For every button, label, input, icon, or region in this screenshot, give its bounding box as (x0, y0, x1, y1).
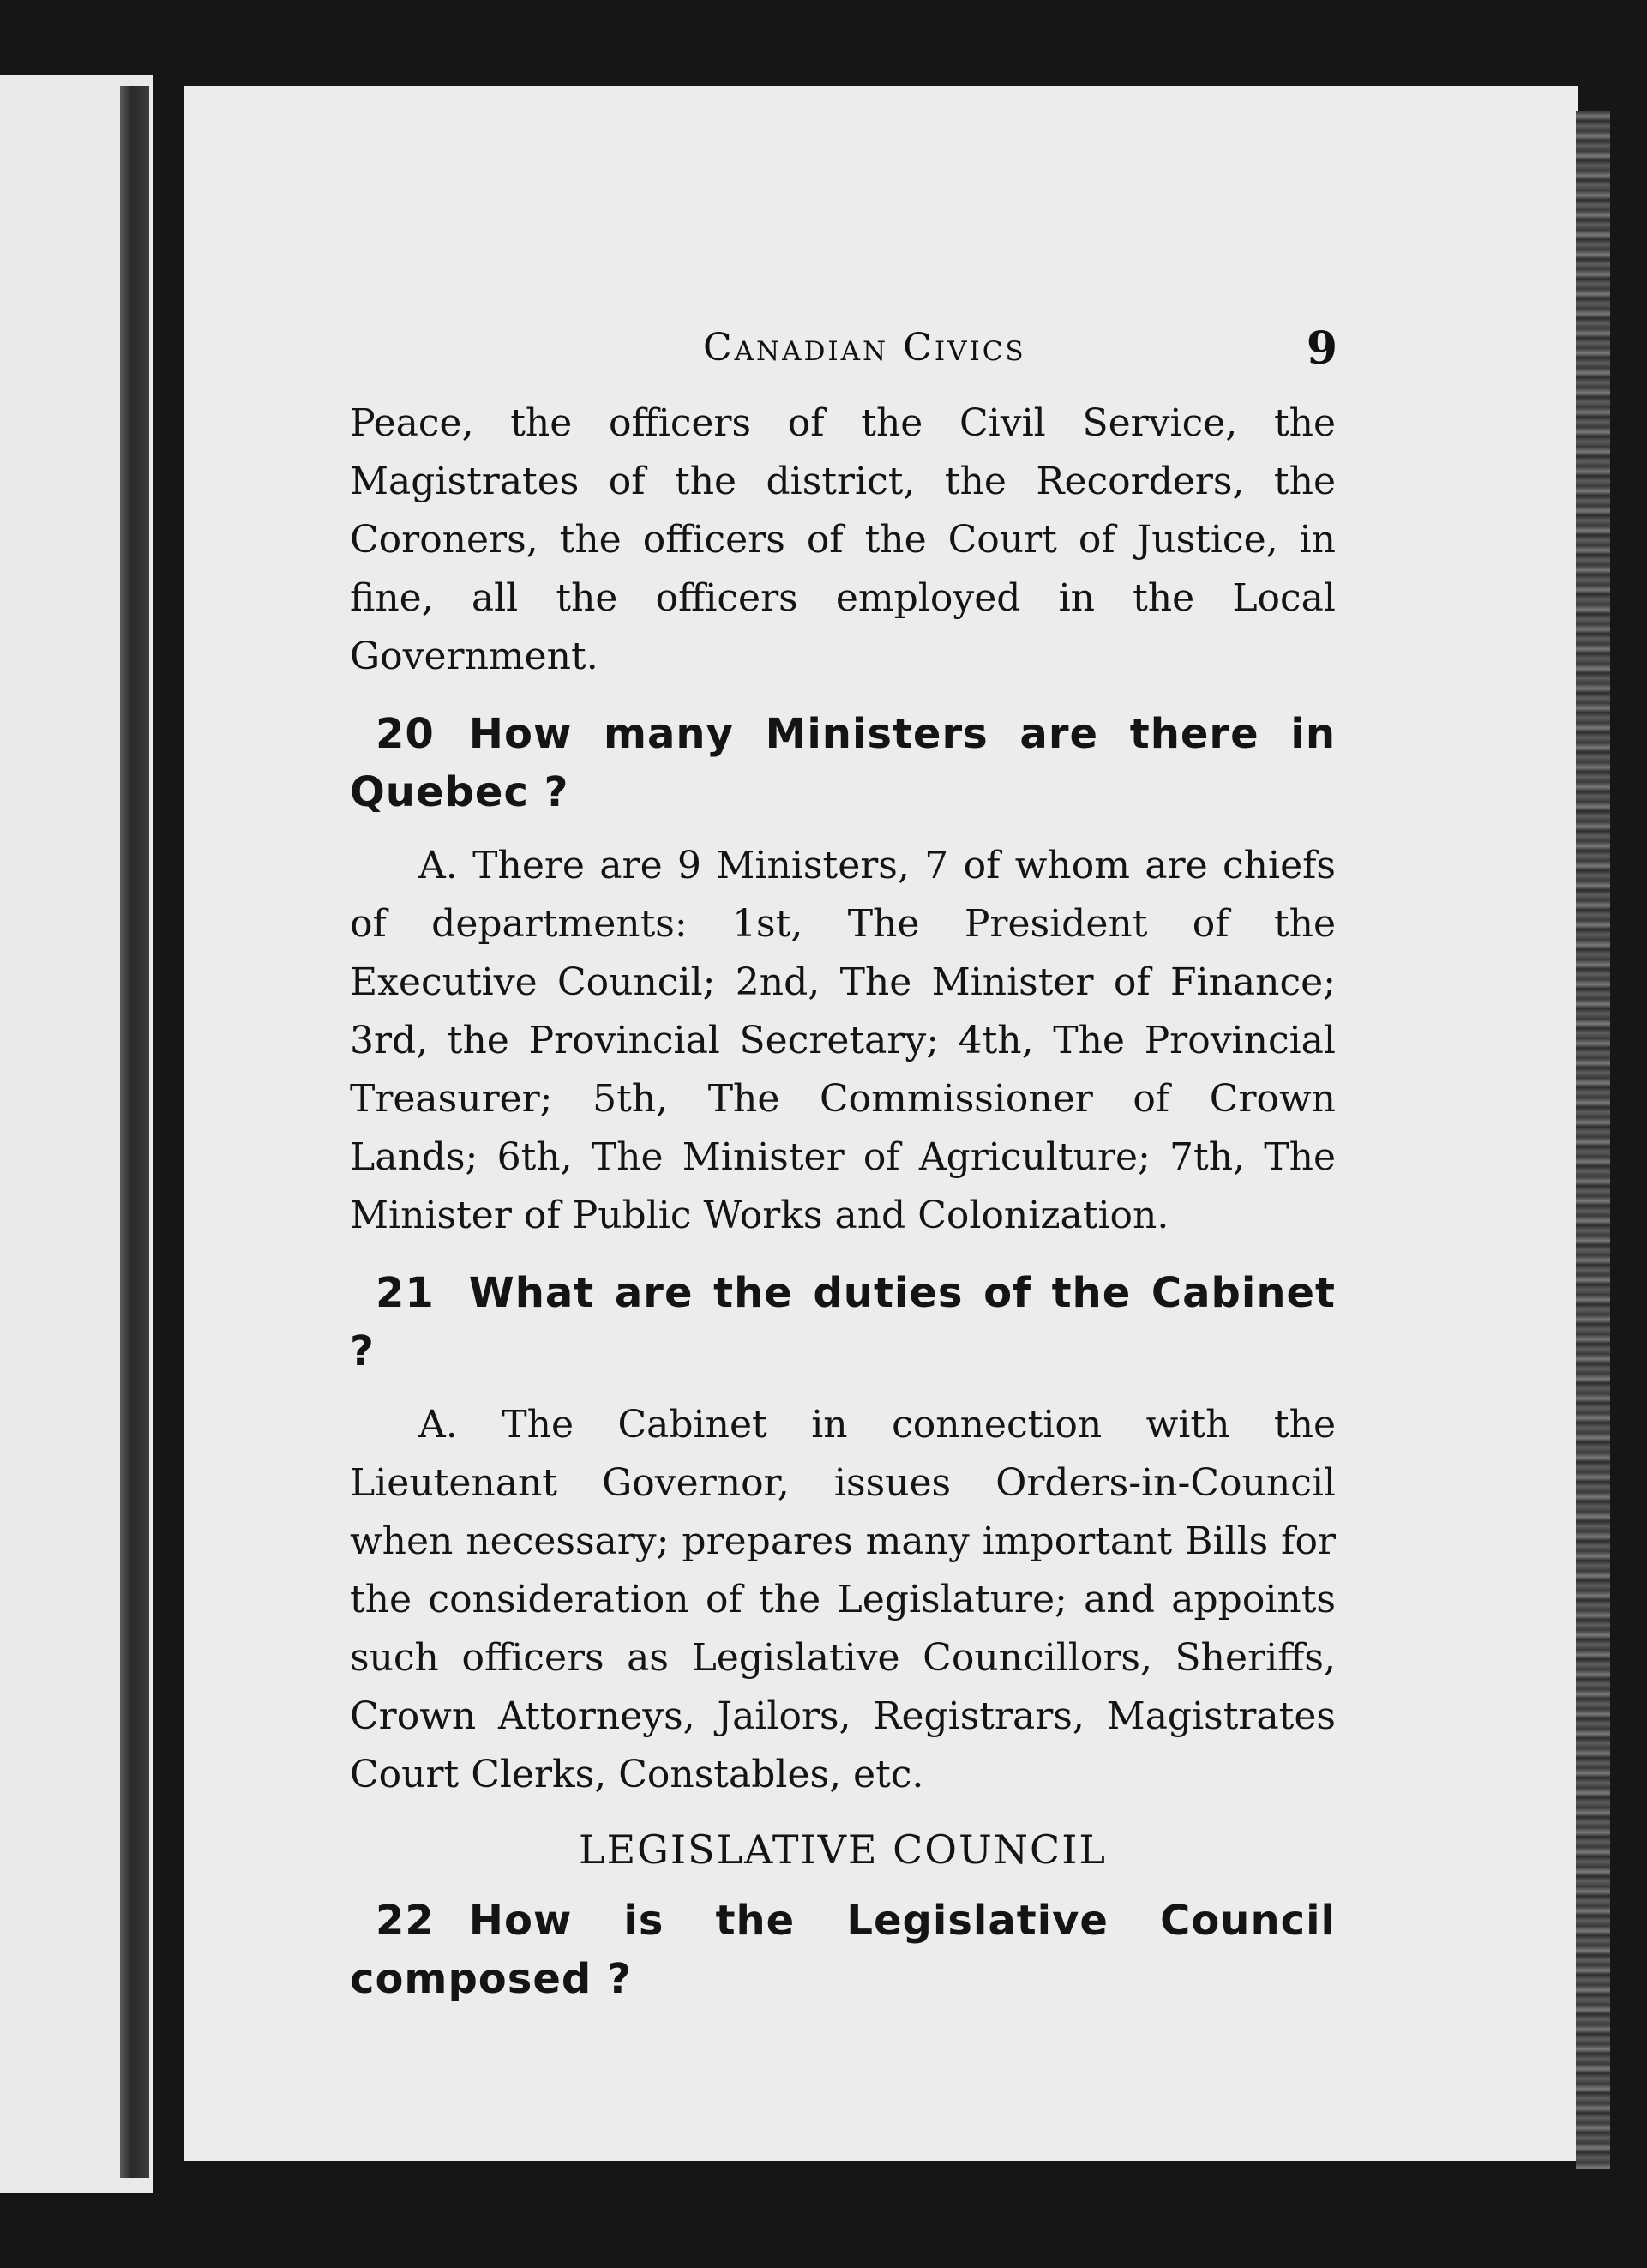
question-text: How many Ministers are there in Quebec ? (350, 710, 1336, 816)
question-text: How is the Legislative Council composed ? (350, 1897, 1336, 2003)
page-edge-shadow (1576, 111, 1610, 2169)
question-22 (350, 1892, 1336, 2008)
question-number: 21 (376, 1269, 435, 1317)
question-number: 22 (376, 1897, 435, 1945)
page-body (350, 394, 1336, 2024)
intro-paragraph: Peace, the officers of the Civil Service, the Magistrates of the district, the Recorders, the Coroners, the officers of the Court of Justice, in fine, all the officers employed in the Local Government. (350, 401, 1336, 678)
question-text: What are the duties of the Cabinet ? (350, 1269, 1336, 1375)
answer-20: A. There are 9 Ministers, 7 of whom are chiefs of departments: 1st, The President of the Executive Council; 2nd, The Minister of Finance; 3rd, the Provincial Secretary; 4th, The Provincial Treasurer; 5th, The Commissioner of Crown Lands; 6th, The Minister of Agriculture; 7th, The Minister of Public Works and Colonization. (350, 844, 1336, 1237)
book-gutter (120, 86, 149, 2178)
running-title: Canadian Civics (703, 326, 1026, 370)
answer-21: A. The Cabinet in connection with the Lieutenant Governor, issues Orders-in-Council when necessary; prepares many important Bills for the consideration of the Legislature; and appoints such officers as Legislative Councillors, Sheriffs, Crown Attorneys, Jailors, Registrars, Magistrates Court Clerks, Constables, etc. (350, 1403, 1336, 1796)
running-head (703, 322, 1337, 377)
question-20 (350, 705, 1336, 821)
section-heading: LEGISLATIVE COUNCIL (579, 1826, 1107, 1873)
question-21 (350, 1264, 1336, 1381)
question-number: 20 (376, 710, 435, 758)
page-number: 9 (1306, 322, 1337, 375)
